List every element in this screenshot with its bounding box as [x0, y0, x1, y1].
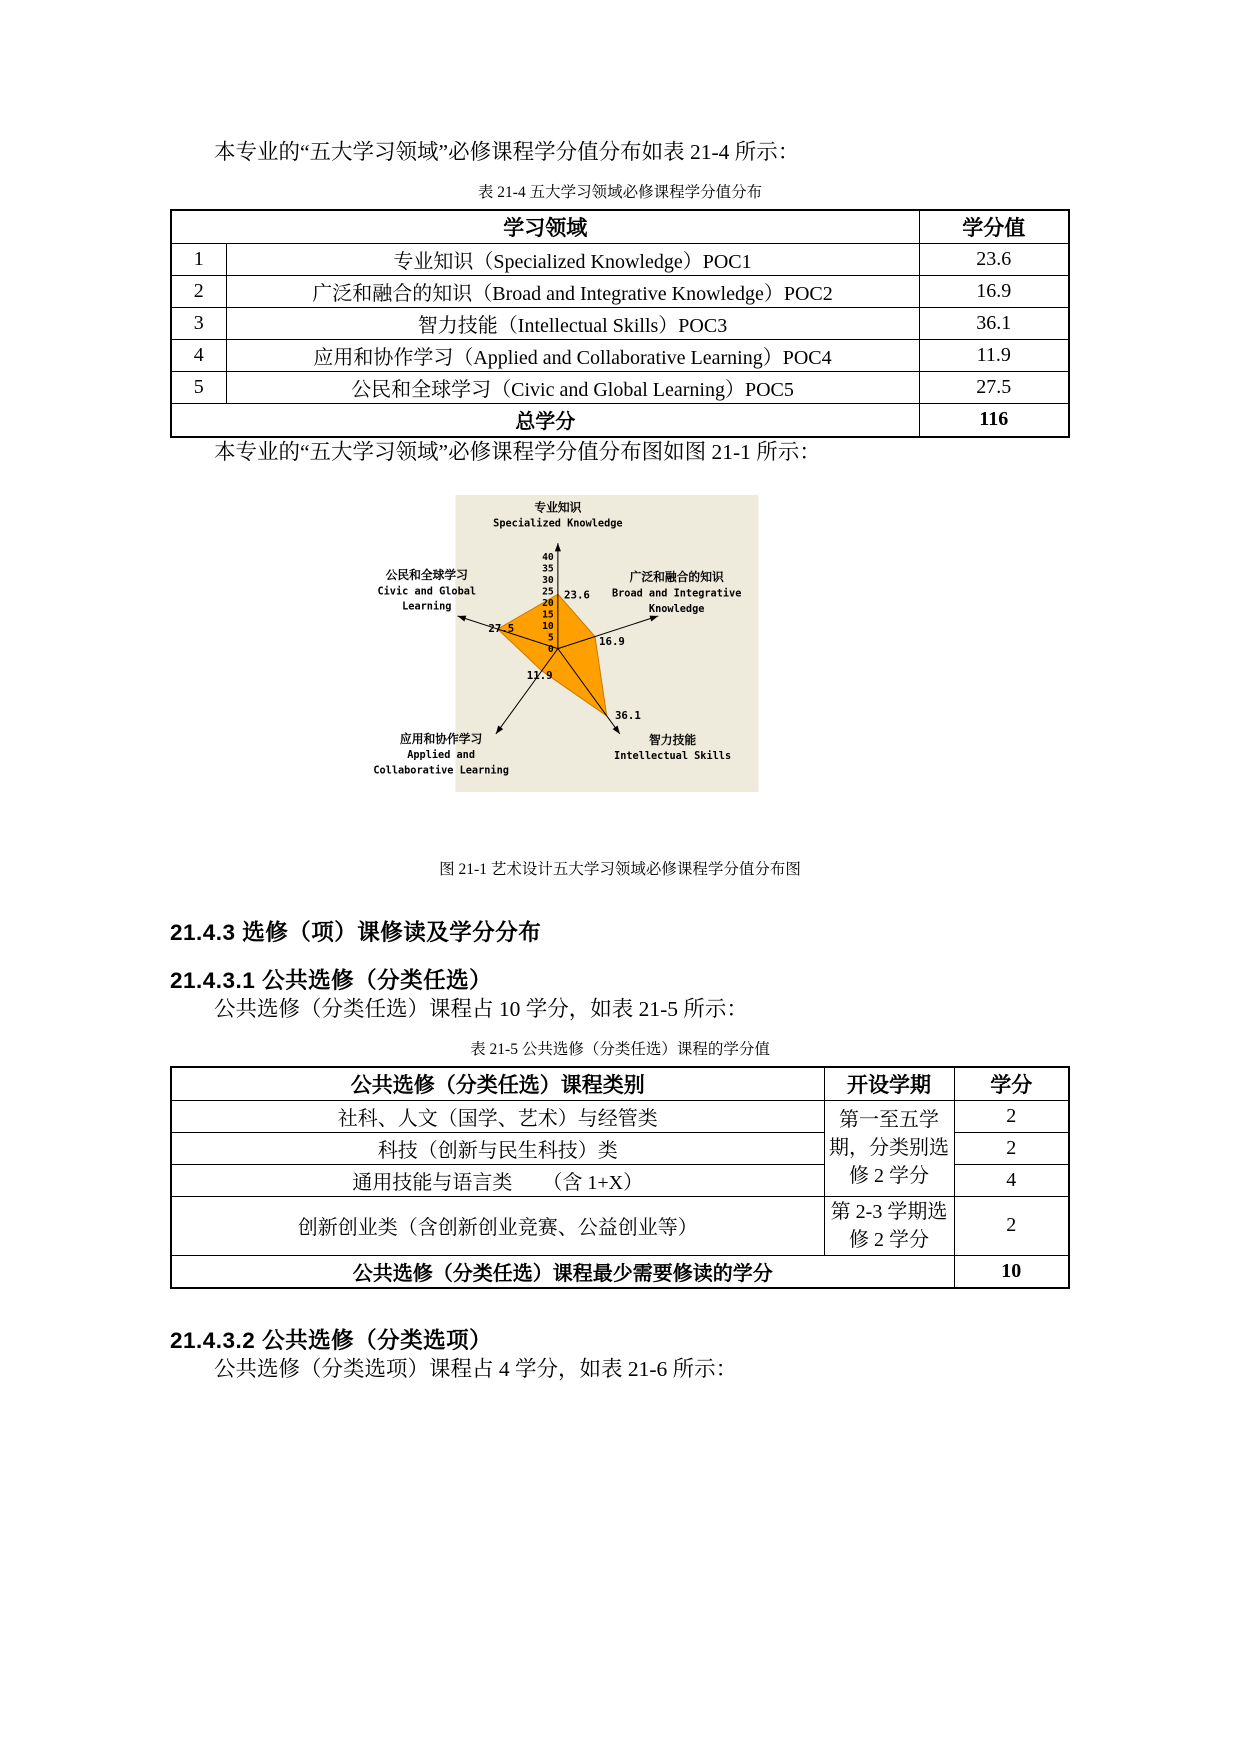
- radar-category-label: 智力技能: [649, 732, 697, 747]
- radar-tick-label: 10: [542, 620, 554, 632]
- row-domain-name: 应用和协作学习（Applied and Collaborative Learning）POC4: [226, 340, 919, 372]
- row-credits: 2: [954, 1132, 1069, 1164]
- row-number: 3: [171, 308, 226, 340]
- row-number: 1: [171, 244, 226, 276]
- row-category: 创新创业类（含创新创业竞赛、公益创业等）: [171, 1196, 824, 1255]
- row-number: 4: [171, 340, 226, 372]
- intro-paragraph-table: 本专业的“五大学习领域”必修课程学分值分布如表 21-4 所示：: [214, 140, 800, 164]
- table-row: [171, 276, 1069, 308]
- radar-tick-label: 5: [547, 632, 554, 644]
- row-credit-value: 23.6: [919, 244, 1069, 276]
- radar-category-label: Specialized Knowledge: [493, 517, 623, 530]
- heading-21-4-3-1: 21.4.3.1 公共选修（分类任选）: [170, 967, 493, 993]
- row-credits: 2: [954, 1100, 1069, 1132]
- row-domain-name: 专业知识（Specialized Knowledge）POC1: [226, 244, 919, 276]
- table-21-4-caption: 表 21-4 五大学习领域必修课程学分值分布: [477, 184, 763, 202]
- radar-value-label: 27.5: [488, 621, 515, 635]
- footer-value: 10: [954, 1255, 1069, 1288]
- row-semester: 第 2-3 学期选修 2 学分: [824, 1196, 954, 1255]
- radar-tick-label: 20: [542, 597, 554, 609]
- radar-value-label: 16.9: [599, 634, 625, 648]
- radar-category-label: Knowledge: [648, 602, 705, 615]
- table-footer-row: [171, 1255, 1069, 1288]
- table-21-5: [170, 1066, 1070, 1290]
- row-semester-group: 第一至五学期，分类别选修 2 学分: [824, 1100, 954, 1196]
- radar-category-label: 广泛和融合的知识: [629, 569, 724, 584]
- radar-value-label: 36.1: [614, 708, 641, 722]
- heading-21-4-3-2: 21.4.3.2 公共选修（分类选项）: [170, 1328, 493, 1354]
- col-header-learning-domain: 学习领域: [171, 210, 919, 244]
- radar-tick-label: 15: [542, 609, 554, 621]
- row-category: 科技（创新与民生科技）类: [171, 1132, 824, 1164]
- paragraph-public-elective-option: 公共选修（分类选项）课程占 4 学分，如表 21-6 所示：: [214, 1357, 738, 1382]
- table-row: [171, 1100, 1069, 1132]
- row-credit-value: 36.1: [919, 308, 1069, 340]
- radar-value-label: 11.9: [526, 668, 553, 682]
- radar-category-label: Collaborative Learning: [373, 764, 509, 777]
- table-row: [171, 340, 1069, 372]
- table-21-5-caption: 表 21-5 公共选修（分类任选）课程的学分值: [470, 1040, 770, 1058]
- col-header-category: 公共选修（分类任选）课程类别: [171, 1067, 824, 1101]
- row-domain-name: 智力技能（Intellectual Skills）POC3: [226, 308, 919, 340]
- radar-category-label: Civic and Global: [377, 584, 477, 597]
- table-21-5-header-row: [171, 1067, 1069, 1101]
- row-credit-value: 27.5: [919, 372, 1069, 404]
- radar-tick-label: 35: [542, 563, 554, 575]
- row-category: 社科、人文（国学、艺术）与经管类: [171, 1100, 824, 1132]
- col-header-credits: 学分: [954, 1067, 1069, 1101]
- table-21-4-header-row: [171, 210, 1069, 244]
- radar-category-label: Intellectual Skills: [614, 749, 732, 762]
- row-credit-value: 11.9: [919, 340, 1069, 372]
- row-domain-name: 公民和全球学习（Civic and Global Learning）POC5: [226, 372, 919, 404]
- radar-tick-label: 25: [542, 586, 554, 598]
- row-number: 5: [171, 372, 226, 404]
- radar-tick-label: 40: [542, 551, 554, 563]
- radar-category-label: Applied and: [407, 748, 476, 761]
- figure-21-1: [363, 495, 763, 797]
- radar-category-label: 专业知识: [534, 499, 582, 514]
- radar-value-label: 23.6: [564, 587, 590, 601]
- table-row: [171, 1196, 1069, 1255]
- heading-21-4-3: 21.4.3 选修（项）课修读及学分分布: [170, 919, 542, 945]
- intro-paragraph-figure: 本专业的“五大学习领域”必修课程学分值分布图如图 21-1 所示：: [214, 439, 821, 464]
- radar-category-label: Broad and Integrative: [611, 586, 742, 599]
- figure-21-1-caption: 图 21-1 艺术设计五大学习领域必修课程学分值分布图: [439, 860, 801, 878]
- total-value: 116: [919, 404, 1069, 437]
- paragraph-public-elective-any: 公共选修（分类任选）课程占 10 学分，如表 21-5 所示：: [214, 996, 748, 1021]
- radar-tick-label: 0: [547, 643, 554, 655]
- table-row: [171, 244, 1069, 276]
- row-domain-name: 广泛和融合的知识（Broad and Integrative Knowledge）POC2: [226, 276, 919, 308]
- row-credits: 2: [954, 1196, 1069, 1255]
- table-row: [171, 372, 1069, 404]
- radar-chart: [363, 495, 763, 792]
- table-21-4: [170, 209, 1070, 438]
- total-label: 总学分: [171, 404, 919, 437]
- row-number: 2: [171, 276, 226, 308]
- footer-label: 公共选修（分类任选）课程最少需要修读的学分: [171, 1255, 954, 1288]
- radar-tick-label: 30: [542, 574, 554, 586]
- col-header-semester: 开设学期: [824, 1067, 954, 1101]
- table-total-row: [171, 404, 1069, 437]
- table-row: [171, 308, 1069, 340]
- radar-category-label: 公民和全球学习: [385, 567, 468, 582]
- radar-category-label: 应用和协作学习: [399, 731, 483, 746]
- row-credits: 4: [954, 1164, 1069, 1196]
- col-header-credit-value: 学分值: [919, 210, 1069, 244]
- row-category: 通用技能与语言类 （含 1+X）: [171, 1164, 824, 1196]
- row-credit-value: 16.9: [919, 276, 1069, 308]
- radar-category-label: Learning: [402, 600, 452, 613]
